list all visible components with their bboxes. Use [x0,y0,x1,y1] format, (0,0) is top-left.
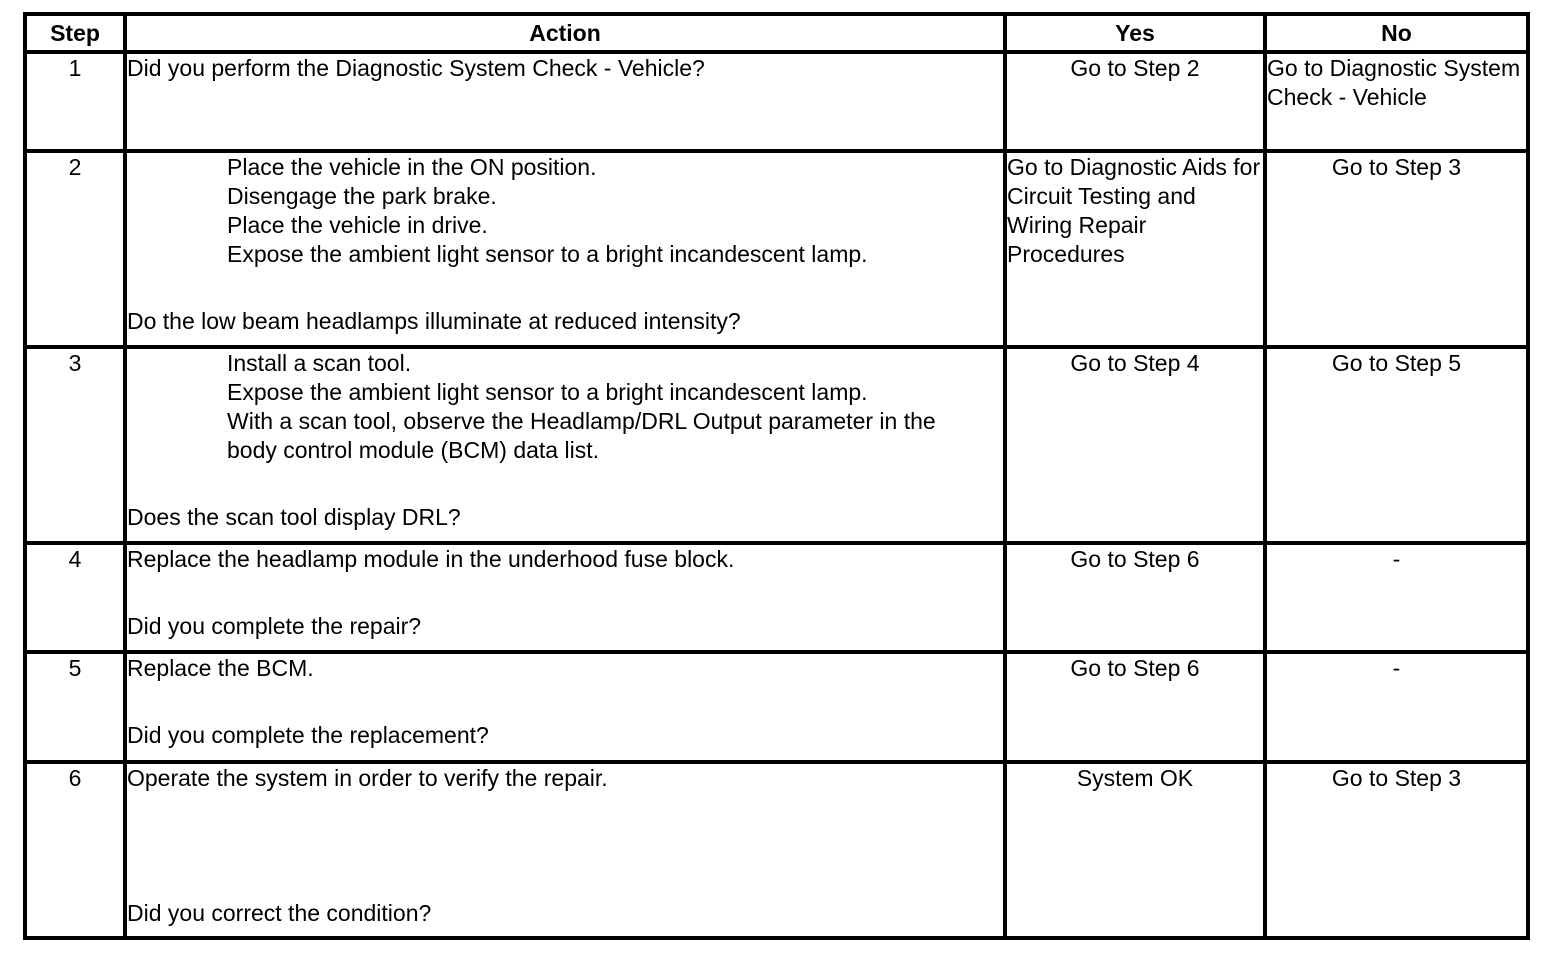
table-row [25,652,1528,762]
table-row [25,151,1528,347]
diagnostic-table [23,12,1530,940]
no-cell: Go to Step 3 [1265,151,1528,347]
no-cell: - [1265,543,1528,653]
action-statement: Replace the headlamp module in the underhood fuse block. [127,545,735,572]
action-question: Did you correct the condition? [127,899,432,926]
step-number: 4 [25,543,125,653]
action-cell [125,151,1005,347]
action-question: Did you complete the replacement? [127,722,489,749]
header-yes: Yes [1005,14,1265,52]
substep-list [127,349,1003,465]
yes-cell: Go to Step 2 [1005,52,1265,151]
table-row [25,762,1528,938]
header-action: Action [125,14,1005,52]
action-cell [125,652,1005,762]
no-cell: Go to Diagnostic System Check - Vehicle [1265,52,1528,151]
action-cell [125,52,1005,151]
step-number: 3 [25,347,125,543]
substep-item: Install a scan tool. [227,349,412,376]
action-question: Did you perform the Diagnostic System Check - Vehicle? [127,55,705,81]
substep-item: Expose the ambient light sensor to a bright incandescent lamp. [227,378,868,405]
yes-cell: System OK [1005,762,1265,938]
substep-item: Disengage the park brake. [227,182,497,209]
no-cell: - [1265,652,1528,762]
substep-list [127,153,1003,269]
step-number: 6 [25,762,125,938]
yes-cell: Go to Step 6 [1005,543,1265,653]
step-number: 5 [25,652,125,762]
table-row [25,52,1528,151]
table-row [25,543,1528,653]
header-row [25,14,1528,52]
substep-item: Expose the ambient light sensor to a bright incandescent lamp. [227,240,868,267]
no-cell: Go to Step 5 [1265,347,1528,543]
yes-cell: Go to Step 4 [1005,347,1265,543]
yes-cell: Go to Step 6 [1005,652,1265,762]
action-statement: Operate the system in order to verify the repair. [127,764,608,791]
substep-item: Place the vehicle in drive. [227,211,488,238]
yes-cell: Go to Diagnostic Aids for Circuit Testing and Wiring Repair Procedures [1005,151,1265,347]
action-question: Does the scan tool display DRL? [127,503,461,530]
action-statement: Replace the BCM. [127,655,314,682]
action-cell [125,762,1005,938]
action-question: Did you complete the repair? [127,612,422,639]
step-number: 1 [25,52,125,151]
substep-item: Place the vehicle in the ON position. [227,153,597,180]
action-cell [125,347,1005,543]
table-row [25,347,1528,543]
action-question: Do the low beam headlamps illuminate at reduced intensity? [127,307,741,334]
no-cell: Go to Step 3 [1265,762,1528,938]
action-cell [125,543,1005,653]
substep-item: With a scan tool, observe the Headlamp/DRL Output parameter in the body control module (BCM) data list. [227,407,936,463]
step-number: 2 [25,151,125,347]
header-step: Step [25,14,125,52]
header-no: No [1265,14,1528,52]
